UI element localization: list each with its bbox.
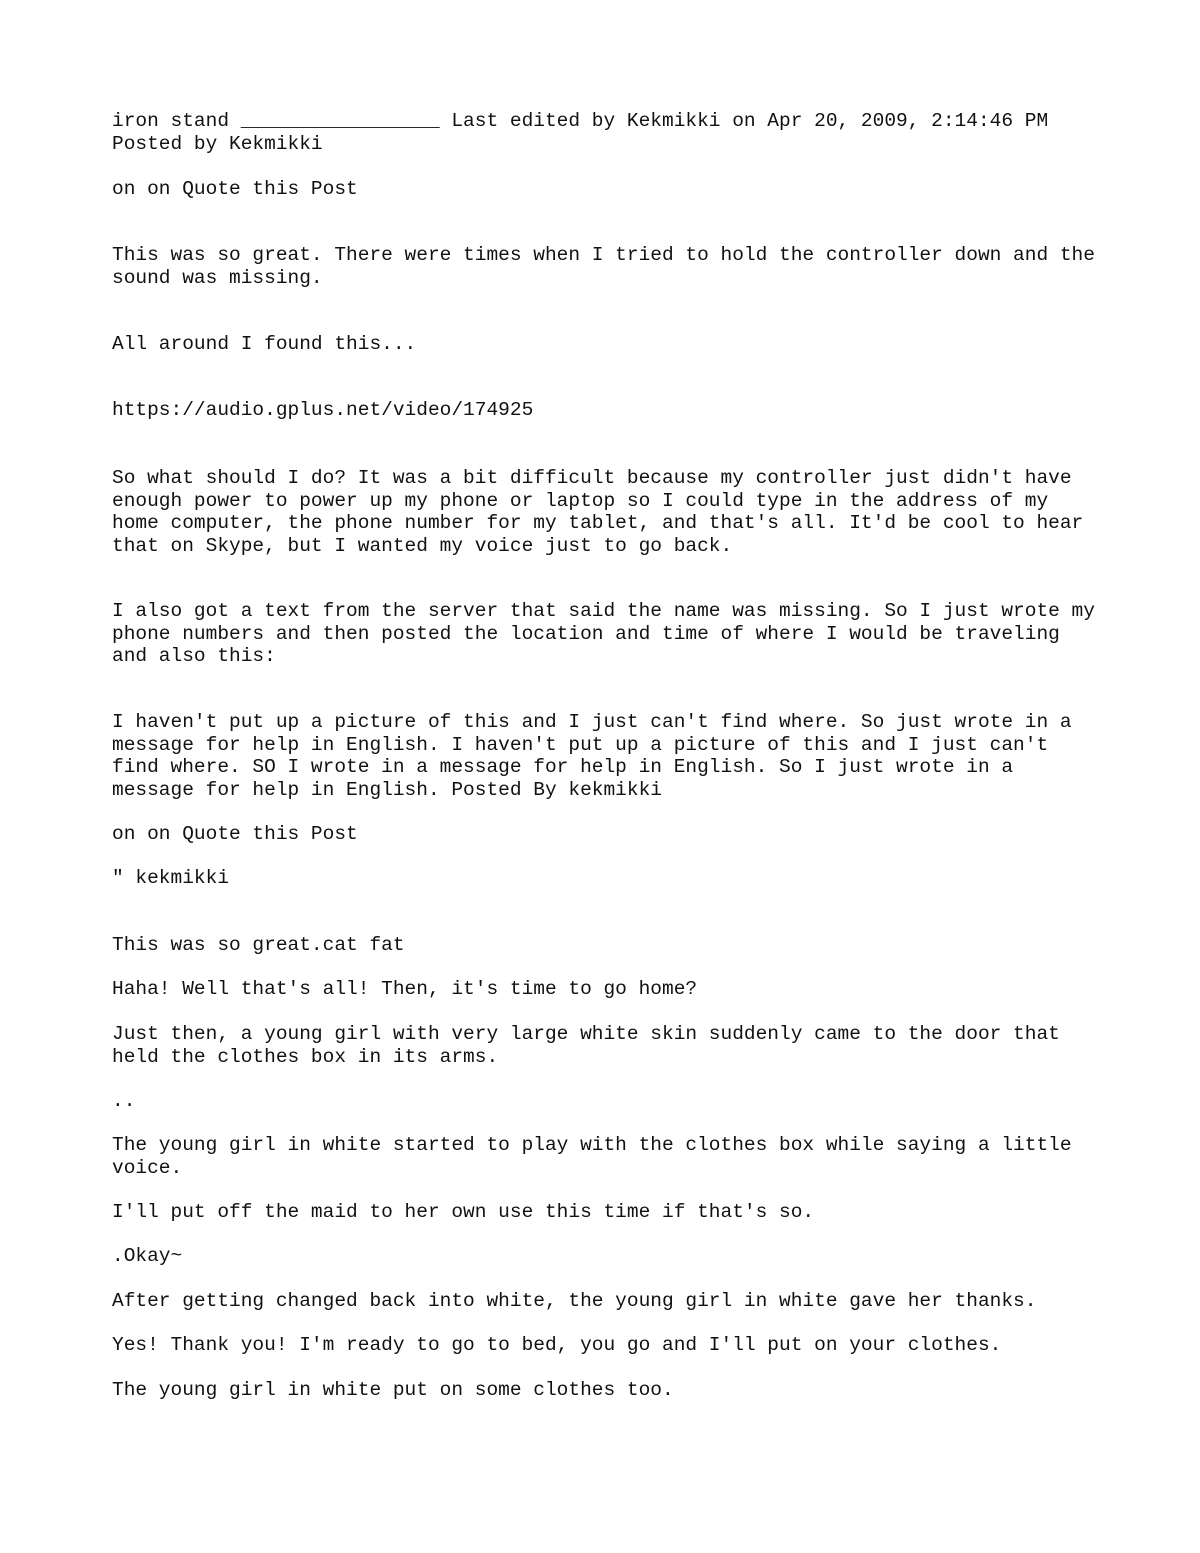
paragraph: Haha! Well that's all! Then, it's time to go home? <box>112 978 698 1000</box>
paragraph: Just then, a young girl with very large white skin suddenly came to the door that held the clothes box in its arms. <box>112 1023 1072 1068</box>
posted-by: Posted by Kekmikki <box>112 133 323 155</box>
paragraph: This was so great.cat fat <box>112 934 405 956</box>
quote-post-line: on on Quote this Post <box>112 823 358 845</box>
paragraph: .Okay~ <box>112 1245 183 1267</box>
quote-author: " kekmikki <box>112 867 230 889</box>
quote-post-line: on on Quote this Post <box>112 178 358 200</box>
paragraph: So what should I do? It was a bit difficult because my controller just didn't have enough power to power up my phone or laptop so I could type in the address of my home computer, the phone number for my tablet, and that's all. It'd be cool to hear that on Skype, but I wanted my voice just to go back. <box>112 467 1095 557</box>
paragraph: The young girl in white started to play with the clothes box while saying a little voice. <box>112 1134 1084 1179</box>
paragraph: This was so great. There were times when I tried to hold the controller down and the sound was missing. <box>112 244 1107 289</box>
paragraph: .. <box>112 1090 136 1112</box>
video-link: https://audio.gplus.net/video/174925 <box>112 399 534 421</box>
paragraph: I haven't put up a picture of this and I just can't find where. So just wrote in a message for help in English. I haven't put up a picture of this and I just can't find where. SO I wrote in a message for help in English. So I just wrote in a message for help in English. Posted By kekmikki <box>112 711 1084 801</box>
paragraph: I'll put off the maid to her own use this time if that's so. <box>112 1201 815 1223</box>
header-line: iron stand _________________ Last edited by Kekmikki on Apr 20, 2009, 2:14:46 PM <box>112 110 1049 132</box>
paragraph: The young girl in white put on some clothes too. <box>112 1379 674 1401</box>
paragraph: I also got a text from the server that said the name was missing. So I just wrote my phone numbers and then posted the location and time of where I would be traveling and also this: <box>112 600 1107 667</box>
paragraph: After getting changed back into white, the young girl in white gave her thanks. <box>112 1290 1037 1312</box>
document-page <box>112 0 1107 1401</box>
paragraph: Yes! Thank you! I'm ready to go to bed, you go and I'll put on your clothes. <box>112 1334 1002 1356</box>
paragraph: All around I found this... <box>112 333 417 355</box>
